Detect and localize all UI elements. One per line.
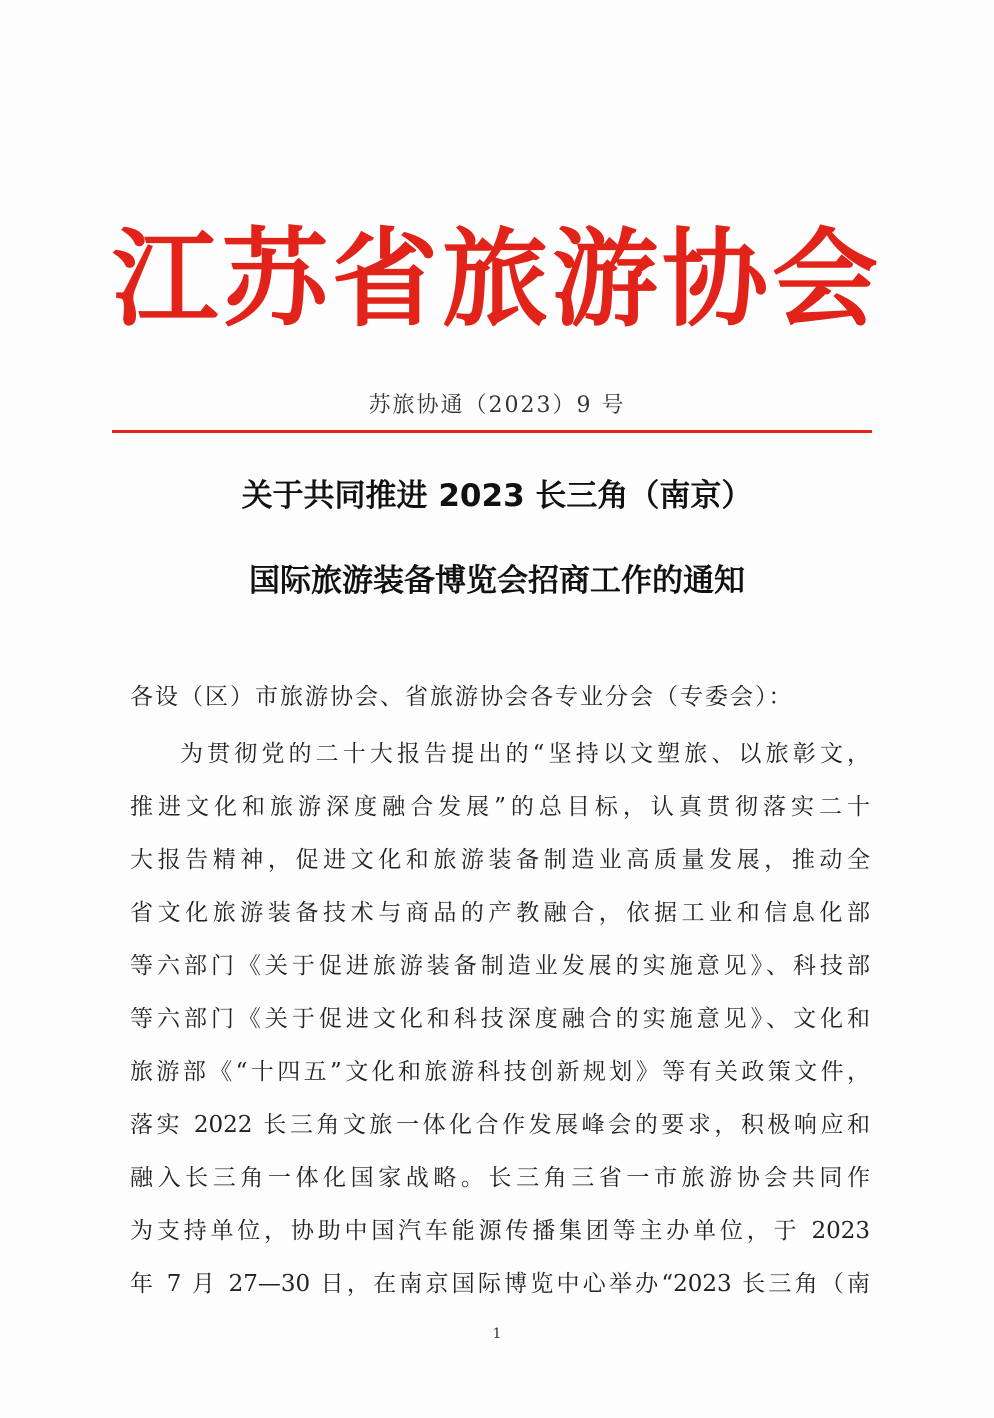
red-divider — [112, 430, 872, 433]
body-line-8: 落实 2022 长三角文旅一体化合作发展峰会的要求，积极响应和 — [130, 1112, 870, 1138]
body-line-9: 融入长三角一体化国家战略。长三角三省一市旅游协会共同作 — [130, 1165, 870, 1191]
salutation: 各设（区）市旅游协会、省旅游协会各专业分会（专委会）： — [130, 684, 794, 710]
body-line-11: 年 7 月 27—30 日，在南京国际博览中心举办“2023 长三角（南 — [130, 1271, 870, 1297]
body-line-2: 推进文化和旅游深度融合发展”的总目标，认真贯彻落实二十 — [130, 794, 870, 820]
document-number: 苏旅协通（2023）9 号 — [368, 393, 626, 418]
body-line-7: 旅游部《“十四五”文化和旅游科技创新规划》等有关政策文件， — [130, 1059, 870, 1085]
title-line-2: 国际旅游装备博览会招商工作的通知 — [249, 563, 745, 599]
page-number: 1 — [492, 1326, 502, 1342]
body-line-5: 等六部门《关于促进旅游装备制造业发展的实施意见》、科技部 — [130, 953, 870, 979]
organization-header: 江苏省旅游协会 — [112, 218, 882, 341]
body-line-1: 为贯彻党的二十大报告提出的“坚持以文塑旅、以旅彰文， — [180, 741, 870, 767]
title-line-1: 关于共同推进 2023 长三角（南京） — [241, 478, 753, 514]
body-line-10: 为支持单位，协助中国汽车能源传播集团等主办单位，于 2023 — [130, 1218, 870, 1244]
body-line-4: 省文化旅游装备技术与商品的产教融合，依据工业和信息化部 — [130, 900, 870, 926]
body-line-6: 等六部门《关于促进文化和科技深度融合的实施意见》、文化和 — [130, 1006, 870, 1032]
body-line-3: 大报告精神，促进文化和旅游装备制造业高质量发展，推动全 — [130, 847, 870, 873]
